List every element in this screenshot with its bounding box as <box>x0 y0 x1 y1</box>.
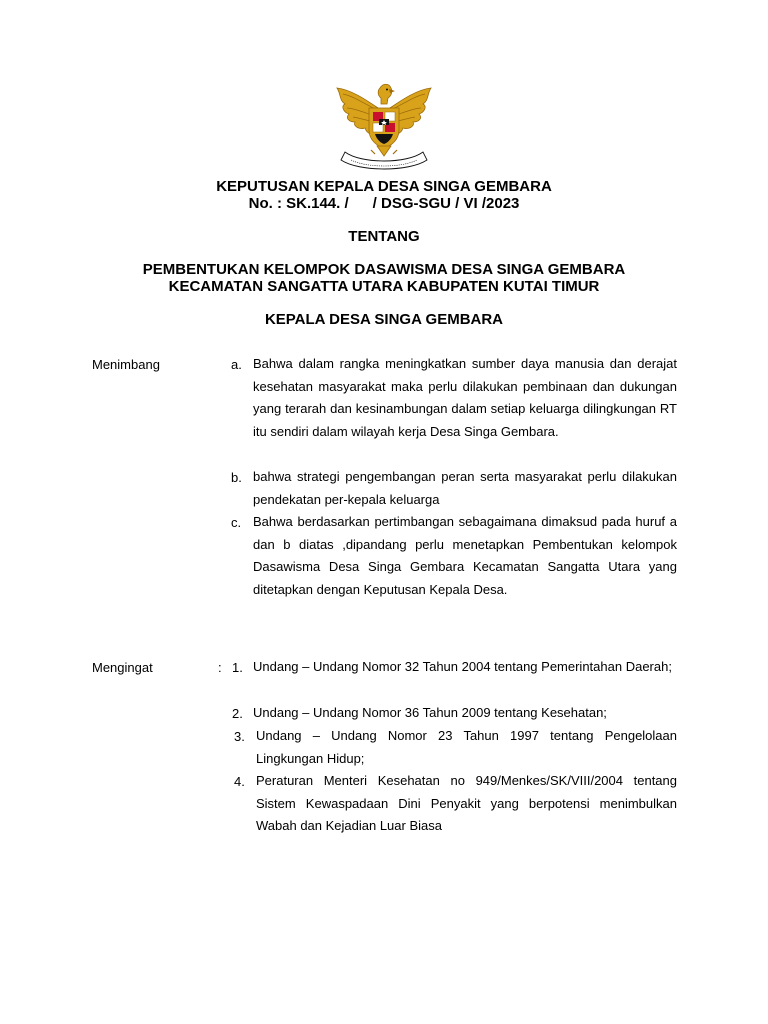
decree-number <box>0 195 768 212</box>
mengingat-marker-3: 3. <box>234 729 245 744</box>
mengingat-marker-1: 1. <box>232 660 243 675</box>
menimbang-item-c: Bahwa berdasarkan pertimbangan sebagaimana dimaksud pada huruf a dan b diatas ,dipandang perlu menetapkan Pembentukan kelompok Dasawisma Desa Singa Gembara Kecamatan Sangatta Utara yang ditetapkan dengan Keputusan Kepala Desa. <box>253 514 677 597</box>
mengingat-item-4: Peraturan Menteri Kesehatan no 949/Menkes/SK/VIII/2004 tentang Sistem Kewaspadaan Dini Penyakit yang berpotensi menimbulkan Wabah dan Kejadian Luar Biasa <box>256 773 677 833</box>
mengingat-label: Mengingat <box>92 660 153 675</box>
decree-number-left: No. : SK.144. / <box>248 195 349 212</box>
tentang-heading: TENTANG <box>348 228 420 245</box>
menimbang-item-a: Bahwa dalam rangka meningkatkan sumber daya manusia dan derajat kesehatan masyarakat maka perlu dilakukan pembinaan dan dukungan yang terarah dan kesinambungan dalam setiap keluarga dilingkungan RT itu sendiri dalam wilayah kerja Desa Singa Gembara. <box>253 356 677 439</box>
mengingat-item-3: Undang – Undang Nomor 23 Tahun 1997 tentang Pengelolaan Lingkungan Hidup; <box>256 728 677 766</box>
menimbang-item-b: bahwa strategi pengembangan peran serta masyarakat perlu dilakukan pendekatan per-kepala keluarga <box>253 469 677 507</box>
garuda-emblem <box>331 80 437 172</box>
decree-title: KEPUTUSAN KEPALA DESA SINGA GEMBARA <box>216 178 552 195</box>
mengingat-colon: : <box>218 660 222 675</box>
menimbang-label: Menimbang <box>92 357 160 372</box>
menimbang-marker-b: b. <box>231 470 242 485</box>
subject-line-1: PEMBENTUKAN KELOMPOK DASAWISMA DESA SINGA GEMBARA <box>142 261 626 278</box>
official-heading: KEPALA DESA SINGA GEMBARA <box>264 311 504 328</box>
mengingat-item-2: Undang – Undang Nomor 36 Tahun 2009 tentang Kesehatan; <box>253 705 607 720</box>
mengingat-marker-4: 4. <box>234 774 245 789</box>
menimbang-marker-c: c. <box>231 515 242 530</box>
mengingat-marker-2: 2. <box>232 706 243 721</box>
mengingat-item-1: Undang – Undang Nomor 32 Tahun 2004 tentang Pemerintahan Daerah; <box>253 659 672 674</box>
menimbang-marker-a: a. <box>231 357 242 372</box>
subject-line-2: KECAMATAN SANGATTA UTARA KABUPATEN KUTAI TIMUR <box>168 278 600 295</box>
decree-number-right: / DSG-SGU / VI /2023 <box>372 195 520 212</box>
